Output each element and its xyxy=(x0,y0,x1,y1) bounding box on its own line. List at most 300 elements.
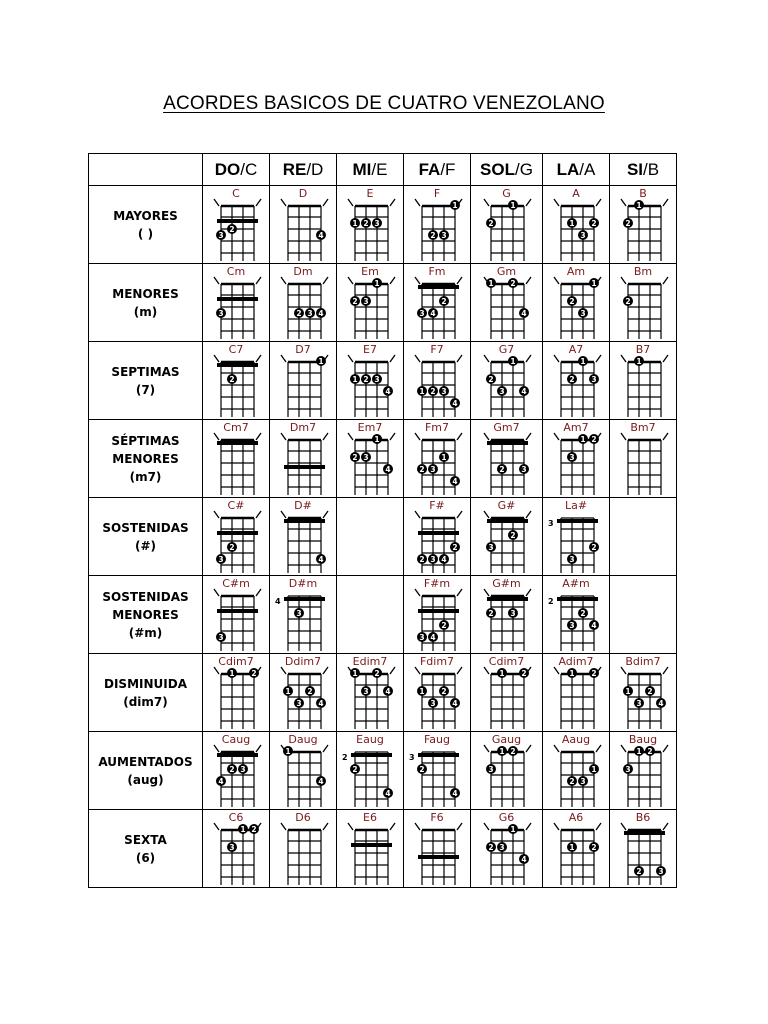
nut-left-edge xyxy=(281,433,286,440)
chord-diagram xyxy=(270,342,337,419)
chord-diagram xyxy=(203,732,270,809)
nut-left-edge xyxy=(484,667,489,674)
finger-number: 2 xyxy=(441,687,447,696)
finger-number: 2 xyxy=(363,219,369,228)
chord-name: F7 xyxy=(430,343,444,356)
finger-number: 4 xyxy=(521,309,527,318)
chord-row xyxy=(89,732,677,810)
nut-left-edge xyxy=(214,745,219,752)
nut-right-edge xyxy=(323,511,328,518)
chord-row xyxy=(89,342,677,420)
finger-number: 1 xyxy=(441,453,447,462)
nut-right-edge xyxy=(526,433,531,440)
chord-name: Dm7 xyxy=(289,421,317,434)
finger-number: 2 xyxy=(488,219,494,228)
chord-diagram xyxy=(203,498,270,575)
nut-right-edge xyxy=(663,745,668,752)
chord-cell xyxy=(337,732,404,810)
finger-number: 4 xyxy=(385,789,391,798)
chord-cell xyxy=(404,420,471,498)
barre-bar xyxy=(418,855,459,859)
nut-left-edge xyxy=(554,355,559,362)
finger-number: 3 xyxy=(658,867,664,876)
finger-number: 2 xyxy=(591,435,597,444)
finger-number: 2 xyxy=(510,747,516,756)
nut-left-edge xyxy=(214,199,219,206)
barre-bar xyxy=(557,597,598,601)
chord-name: Bm xyxy=(633,265,653,278)
chord-name: Gaug xyxy=(491,733,522,746)
chord-name: F#m xyxy=(423,577,451,590)
finger-number: 3 xyxy=(363,453,369,462)
row-label: SEXTA (6) xyxy=(89,810,203,888)
chord-cell xyxy=(337,186,404,264)
chord-name: F# xyxy=(429,499,445,512)
chord-name: A xyxy=(572,187,580,200)
nut-left-edge xyxy=(415,667,420,674)
finger-number: 3 xyxy=(580,777,586,786)
chord-name: F xyxy=(433,187,441,200)
nut-right-edge xyxy=(663,823,668,830)
finger-number: 2 xyxy=(441,297,447,306)
chord-cell xyxy=(610,810,677,888)
chord-name: B7 xyxy=(635,343,651,356)
finger-number: 4 xyxy=(385,465,391,474)
finger-number: 2 xyxy=(229,765,235,774)
chord-diagram xyxy=(337,420,404,497)
nut-left-edge xyxy=(348,277,353,284)
chord-cell xyxy=(404,264,471,342)
chord-cell xyxy=(471,186,543,264)
nut-left-edge xyxy=(348,355,353,362)
barre-bar xyxy=(557,519,598,523)
finger-number: 4 xyxy=(318,699,324,708)
barre-bar xyxy=(351,843,392,847)
chord-diagram xyxy=(610,186,677,263)
chord-cell xyxy=(404,342,471,420)
chord-cell xyxy=(203,420,270,498)
finger-number: 3 xyxy=(218,309,224,318)
chord-cell xyxy=(203,654,270,732)
nut-right-edge xyxy=(390,277,395,284)
chord-cell xyxy=(270,576,337,654)
finger-number: 2 xyxy=(591,219,597,228)
chord-diagram xyxy=(610,732,677,809)
finger-number: 2 xyxy=(580,609,586,618)
chord-cell xyxy=(610,732,677,810)
finger-number: 4 xyxy=(430,309,436,318)
chord-diagram xyxy=(471,654,543,731)
chord-diagram xyxy=(543,498,610,575)
finger-number: 4 xyxy=(452,699,458,708)
finger-number: 2 xyxy=(430,387,436,396)
nut-left-edge xyxy=(484,199,489,206)
nut-left-edge xyxy=(281,823,286,830)
finger-number: 1 xyxy=(591,765,597,774)
chord-cell xyxy=(404,576,471,654)
finger-number: 2 xyxy=(647,687,653,696)
nut-right-edge xyxy=(390,433,395,440)
nut-left-edge xyxy=(415,589,420,596)
chord-cell xyxy=(203,186,270,264)
finger-number: 3 xyxy=(488,543,494,552)
finger-number: 3 xyxy=(218,231,224,240)
finger-number: 3 xyxy=(441,387,447,396)
finger-number: 3 xyxy=(374,375,380,384)
chord-cell xyxy=(471,498,543,576)
barre-bar xyxy=(487,441,528,445)
chord-diagram xyxy=(337,186,404,263)
chord-cell xyxy=(543,264,610,342)
chord-name: Bdim7 xyxy=(625,655,661,668)
chord-name: Em xyxy=(361,265,379,278)
nut-right-edge xyxy=(526,745,531,752)
chord-cell xyxy=(270,498,337,576)
chord-name: Dm xyxy=(293,265,313,278)
chord-row xyxy=(89,264,677,342)
nut-right-edge xyxy=(256,433,261,440)
nut-left-edge xyxy=(214,355,219,362)
barre-bar xyxy=(624,831,665,835)
finger-number: 2 xyxy=(251,825,257,834)
barre-bar xyxy=(487,597,528,601)
chord-cell xyxy=(543,732,610,810)
nut-right-edge xyxy=(596,199,601,206)
chord-cell xyxy=(543,420,610,498)
chord-chart-table xyxy=(88,153,677,888)
column-header-solfege: DO xyxy=(214,159,241,179)
nut-left-edge xyxy=(554,667,559,674)
finger-number: 1 xyxy=(569,669,575,678)
chord-cell xyxy=(203,342,270,420)
nut-left-edge xyxy=(554,745,559,752)
chord-name: D6 xyxy=(295,811,311,824)
finger-number: 3 xyxy=(430,699,436,708)
header-corner-cell xyxy=(89,154,203,186)
chord-cell xyxy=(610,420,677,498)
nut-left-edge xyxy=(415,433,420,440)
column-header-solfege: SOL xyxy=(480,159,515,179)
chord-name: Gm xyxy=(496,265,517,278)
finger-number: 2 xyxy=(419,765,425,774)
finger-number: 3 xyxy=(521,465,527,474)
nut-right-edge xyxy=(256,277,261,284)
chord-diagram xyxy=(543,732,610,809)
chord-diagram xyxy=(270,420,337,497)
finger-number: 2 xyxy=(625,297,631,306)
column-header-letter: /G xyxy=(515,159,533,179)
barre-bar xyxy=(217,363,258,367)
chord-diagram xyxy=(270,264,337,341)
barre-bar xyxy=(418,285,459,289)
fret-number: 3 xyxy=(548,519,554,528)
chord-cell xyxy=(543,186,610,264)
barre-bar xyxy=(284,519,325,523)
nut-right-edge xyxy=(663,667,668,674)
column-header-letter: /E xyxy=(371,159,388,179)
chord-name: Daug xyxy=(288,733,318,746)
nut-right-edge xyxy=(457,823,462,830)
chord-diagram xyxy=(404,498,471,575)
chord-name: G6 xyxy=(498,811,515,824)
finger-number: 2 xyxy=(251,669,257,678)
finger-number: 2 xyxy=(363,375,369,384)
chord-cell xyxy=(270,810,337,888)
chord-row xyxy=(89,576,677,654)
chord-cell xyxy=(471,810,543,888)
column-header-solfege: FA xyxy=(418,159,441,179)
chord-cell xyxy=(610,654,677,732)
chord-diagram xyxy=(543,420,610,497)
chord-cell xyxy=(610,186,677,264)
page-title: ACORDES BASICOS DE CUATRO VENEZOLANO xyxy=(163,93,605,114)
finger-number: 3 xyxy=(218,555,224,564)
barre-bar xyxy=(217,297,258,301)
nut-left-edge xyxy=(621,277,626,284)
nut-left-edge xyxy=(554,277,559,284)
chord-cell xyxy=(610,342,677,420)
nut-right-edge xyxy=(390,667,395,674)
nut-right-edge xyxy=(457,589,462,596)
row-label: SÉPTIMAS MENORES (m7) xyxy=(89,420,203,498)
chord-name: D7 xyxy=(295,343,311,356)
finger-number: 3 xyxy=(441,231,447,240)
empty-cell xyxy=(337,498,404,576)
finger-number: 2 xyxy=(569,297,575,306)
fret-number: 2 xyxy=(548,597,554,606)
empty-cell xyxy=(337,576,404,654)
finger-number: 4 xyxy=(452,789,458,798)
barre-bar xyxy=(418,609,459,613)
nut-left-edge xyxy=(214,511,219,518)
finger-number: 4 xyxy=(591,621,597,630)
barre-bar xyxy=(217,609,258,613)
chord-diagram xyxy=(610,264,677,341)
nut-right-edge xyxy=(323,667,328,674)
finger-number: 3 xyxy=(307,309,313,318)
finger-number: 2 xyxy=(374,669,380,678)
chord-name: C#m xyxy=(222,577,250,590)
nut-right-edge xyxy=(390,355,395,362)
chord-diagram xyxy=(337,732,404,809)
fret-number: 2 xyxy=(342,753,348,762)
chord-diagram xyxy=(337,810,404,887)
column-header-letter: /F xyxy=(440,159,456,179)
nut-right-edge xyxy=(323,823,328,830)
chord-diagram xyxy=(404,264,471,341)
finger-number: 3 xyxy=(296,699,302,708)
nut-left-edge xyxy=(415,355,420,362)
chord-cell xyxy=(337,420,404,498)
nut-right-edge xyxy=(596,745,601,752)
finger-number: 1 xyxy=(499,747,505,756)
chord-cell xyxy=(543,576,610,654)
chord-diagram xyxy=(471,498,543,575)
finger-number: 4 xyxy=(658,699,664,708)
fret-number: 3 xyxy=(409,753,415,762)
row-label: SOSTENIDAS (#) xyxy=(89,498,203,576)
chord-diagram xyxy=(270,186,337,263)
finger-number: 2 xyxy=(229,375,235,384)
finger-number: 3 xyxy=(510,609,516,618)
finger-number: 2 xyxy=(647,747,653,756)
nut-left-edge xyxy=(214,823,219,830)
empty-cell xyxy=(610,576,677,654)
nut-right-edge xyxy=(663,199,668,206)
chord-diagram xyxy=(270,576,337,653)
finger-number: 1 xyxy=(374,435,380,444)
chord-cell xyxy=(404,810,471,888)
nut-right-edge xyxy=(663,433,668,440)
column-header-solfege: MI xyxy=(352,159,372,179)
chord-diagram xyxy=(270,498,337,575)
chord-cell xyxy=(337,810,404,888)
chord-diagram xyxy=(203,342,270,419)
chord-name: Faug xyxy=(423,733,450,746)
finger-number: 3 xyxy=(229,843,235,852)
chord-cell xyxy=(610,264,677,342)
chord-row xyxy=(89,186,677,264)
chord-cell xyxy=(471,654,543,732)
chord-cell xyxy=(270,342,337,420)
chord-diagram xyxy=(337,342,404,419)
finger-number: 4 xyxy=(452,399,458,408)
finger-number: 2 xyxy=(625,219,631,228)
nut-right-edge xyxy=(526,355,531,362)
finger-number: 3 xyxy=(569,453,575,462)
chord-diagram xyxy=(471,264,543,341)
chord-name: Edim7 xyxy=(352,655,388,668)
nut-left-edge xyxy=(415,277,420,284)
chord-diagram xyxy=(610,342,677,419)
finger-number: 1 xyxy=(580,435,586,444)
finger-number: 2 xyxy=(591,843,597,852)
chord-cell xyxy=(203,810,270,888)
finger-number: 2 xyxy=(229,225,235,234)
nut-right-edge xyxy=(323,433,328,440)
row-label: MENORES (m) xyxy=(89,264,203,342)
finger-number: 1 xyxy=(318,357,324,366)
barre-bar xyxy=(284,465,325,469)
chord-diagram xyxy=(471,732,543,809)
chord-cell xyxy=(543,654,610,732)
nut-right-edge xyxy=(526,199,531,206)
barre-bar xyxy=(217,441,258,445)
row-label: AUMENTADOS (aug) xyxy=(89,732,203,810)
chord-cell xyxy=(471,264,543,342)
empty-cell xyxy=(610,498,677,576)
nut-right-edge xyxy=(457,511,462,518)
column-header-letter: /D xyxy=(306,159,324,179)
chord-name: Caug xyxy=(221,733,251,746)
chord-name: F6 xyxy=(430,811,444,824)
chord-name: Cm xyxy=(226,265,246,278)
finger-number: 3 xyxy=(569,621,575,630)
nut-left-edge xyxy=(214,589,219,596)
chord-diagram xyxy=(203,576,270,653)
finger-number: 1 xyxy=(229,669,235,678)
column-header-letter: /C xyxy=(240,159,258,179)
nut-right-edge xyxy=(663,277,668,284)
nut-left-edge xyxy=(415,511,420,518)
chord-name: Cdim7 xyxy=(218,655,254,668)
barre-bar xyxy=(217,219,258,223)
nut-right-edge xyxy=(256,199,261,206)
chord-cell xyxy=(471,420,543,498)
finger-number: 2 xyxy=(510,279,516,288)
chord-diagram xyxy=(404,186,471,263)
chord-cell xyxy=(270,654,337,732)
chord-name: B6 xyxy=(635,811,651,824)
chord-diagram xyxy=(203,420,270,497)
finger-number: 3 xyxy=(580,309,586,318)
barre-bar xyxy=(418,531,459,535)
finger-number: 1 xyxy=(580,357,586,366)
finger-number: 3 xyxy=(419,633,425,642)
finger-number: 2 xyxy=(569,375,575,384)
chord-cell xyxy=(270,732,337,810)
chord-name: Adim7 xyxy=(558,655,594,668)
chord-name: G# xyxy=(497,499,516,512)
nut-left-edge xyxy=(554,199,559,206)
chord-name: D#m xyxy=(288,577,318,590)
chord-diagram xyxy=(337,264,404,341)
chord-diagram xyxy=(471,420,543,497)
finger-number: 2 xyxy=(521,669,527,678)
finger-number: 2 xyxy=(419,465,425,474)
nut-left-edge xyxy=(554,433,559,440)
nut-right-edge xyxy=(457,667,462,674)
finger-number: 1 xyxy=(419,687,425,696)
barre-bar xyxy=(217,753,258,757)
chord-name: Eaug xyxy=(356,733,384,746)
chord-cell xyxy=(203,732,270,810)
finger-number: 1 xyxy=(374,279,380,288)
finger-number: 1 xyxy=(591,279,597,288)
chord-diagram xyxy=(610,420,677,497)
column-header-letter: /B xyxy=(643,159,660,179)
column-header-solfege: RE xyxy=(282,159,307,179)
chord-cell xyxy=(270,264,337,342)
chord-name: E7 xyxy=(363,343,377,356)
finger-number: 3 xyxy=(419,309,425,318)
chord-cell xyxy=(203,498,270,576)
chord-cell xyxy=(404,498,471,576)
chord-row xyxy=(89,498,677,576)
chord-diagram xyxy=(610,810,677,887)
nut-left-edge xyxy=(214,277,219,284)
row-label: SOSTENIDAS MENORES (#m) xyxy=(89,576,203,654)
finger-number: 3 xyxy=(591,375,597,384)
finger-number: 2 xyxy=(488,375,494,384)
nut-right-edge xyxy=(596,823,601,830)
finger-number: 4 xyxy=(318,555,324,564)
chord-cell xyxy=(404,186,471,264)
chord-diagram xyxy=(203,264,270,341)
nut-left-edge xyxy=(348,199,353,206)
nut-right-edge xyxy=(526,589,531,596)
finger-number: 2 xyxy=(499,465,505,474)
nut-left-edge xyxy=(621,823,626,830)
row-label: MAYORES ( ) xyxy=(89,186,203,264)
finger-number: 4 xyxy=(318,777,324,786)
nut-left-edge xyxy=(484,355,489,362)
chord-diagram xyxy=(471,186,543,263)
nut-right-edge xyxy=(596,355,601,362)
chord-diagram xyxy=(270,732,337,809)
finger-number: 3 xyxy=(430,555,436,564)
chord-name: C6 xyxy=(228,811,244,824)
